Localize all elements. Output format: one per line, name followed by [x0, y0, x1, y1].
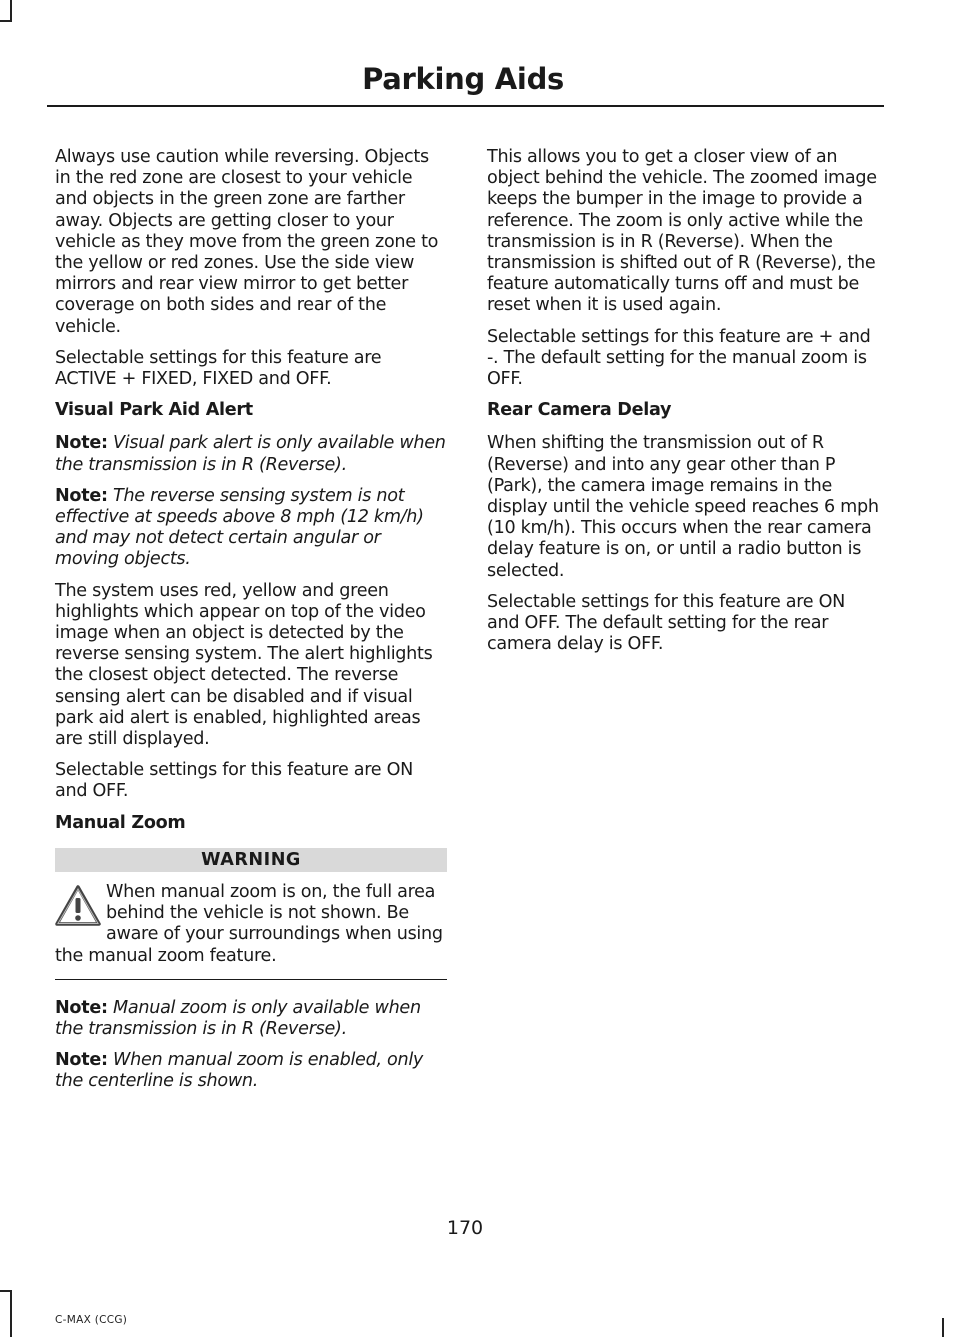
crop-mark-bottom-left-v [10, 1290, 12, 1337]
section-heading-manual-zoom: Manual Zoom [55, 812, 186, 833]
paragraph: Selectable settings for this feature are ON and OFF. [55, 760, 414, 802]
page-number: 170 [446, 1217, 484, 1239]
paragraph: The system uses red, yellow and green highlights which appear on top of the video image when an object is detected by the reverse sensing system. The alert highlights the closest object detected. The reverse sensing alert can be disabled and if visual park aid alert is enabled, highlighted areas are still displayed. [55, 580, 433, 750]
note [55, 486, 447, 571]
note-text: Manual zoom is only available when the transmission is in R (Reverse). [55, 997, 421, 1039]
crop-mark-top-left-h [0, 20, 12, 22]
warning-triangle-icon [52, 882, 104, 930]
crop-mark-top-left-v [10, 0, 12, 22]
paragraph: Selectable settings for this feature are ACTIVE + FIXED, FIXED and OFF. [55, 347, 382, 390]
crop-mark-bottom-right-v [942, 1318, 944, 1337]
page-title: Parking Aids [362, 62, 564, 96]
section-heading-rear-camera-delay: Rear Camera Delay [487, 400, 672, 421]
note [55, 1050, 447, 1092]
footer-model-code: C-MAX (CCG) [55, 1314, 128, 1326]
note-text: Visual park alert is only available when the transmission is in R (Reverse). [55, 433, 446, 475]
note [55, 998, 447, 1040]
section-heading-visual-park-aid-alert: Visual Park Aid Alert [55, 400, 253, 421]
right-column [487, 147, 879, 665]
paragraph: When shifting the transmission out of R (Reverse) and into any gear other than P (Park), the camera image remains in the display until the vehicle speed reaches 6 mph (10 km/h). This occurs when the rear camera delay feature is on, or until a radio button is selected. [487, 433, 879, 581]
crop-mark-bottom-left-h [0, 1290, 12, 1292]
paragraph: This allows you to get a closer view of an object behind the vehicle. The zoomed image keeps the bumper in the image to provide a reference. The zoom is only active while the transmission is in R (Reverse). When the transmission is shifted out of R (Reverse), the feature automatically turns off and must be reset when it is used again. [487, 147, 877, 316]
left-column [55, 147, 447, 1103]
note-label: Note: [55, 1050, 108, 1071]
note-text: The reverse sensing system is not effective at speeds above 8 mph (12 km/h) and may not detect certain angular or moving objects. [55, 485, 424, 570]
paragraph: Always use caution while reversing. Objects in the red zone are closest to your vehicle and objects in the green zone are farther away. Objects are getting closer to your vehicle as they move from the green zone to the yellow or red zones. Use the side view mirrors and rear view mirror to get better coverage on both sides and rear of the vehicle. [55, 147, 439, 337]
note-text: When manual zoom is enabled, only the centerline is shown. [55, 1050, 424, 1092]
note-label: Note: [55, 997, 108, 1018]
note [55, 433, 447, 475]
warning-body [55, 872, 447, 980]
warning-title: WARNING [55, 848, 447, 872]
paragraph: Selectable settings for this feature are ON and OFF. The default setting for the rear camera delay is OFF. [487, 591, 846, 655]
warning-text: When manual zoom is on, the full area behind the vehicle is not shown. Be aware of your surroundings when using the manual zoom feature. [55, 881, 443, 966]
header-divider [47, 105, 884, 107]
warning-box [55, 848, 447, 980]
note-label: Note: [55, 485, 108, 506]
paragraph: Selectable settings for this feature are + and -. The default setting for the manual zoom is OFF. [487, 326, 871, 390]
note-label: Note: [55, 433, 108, 454]
